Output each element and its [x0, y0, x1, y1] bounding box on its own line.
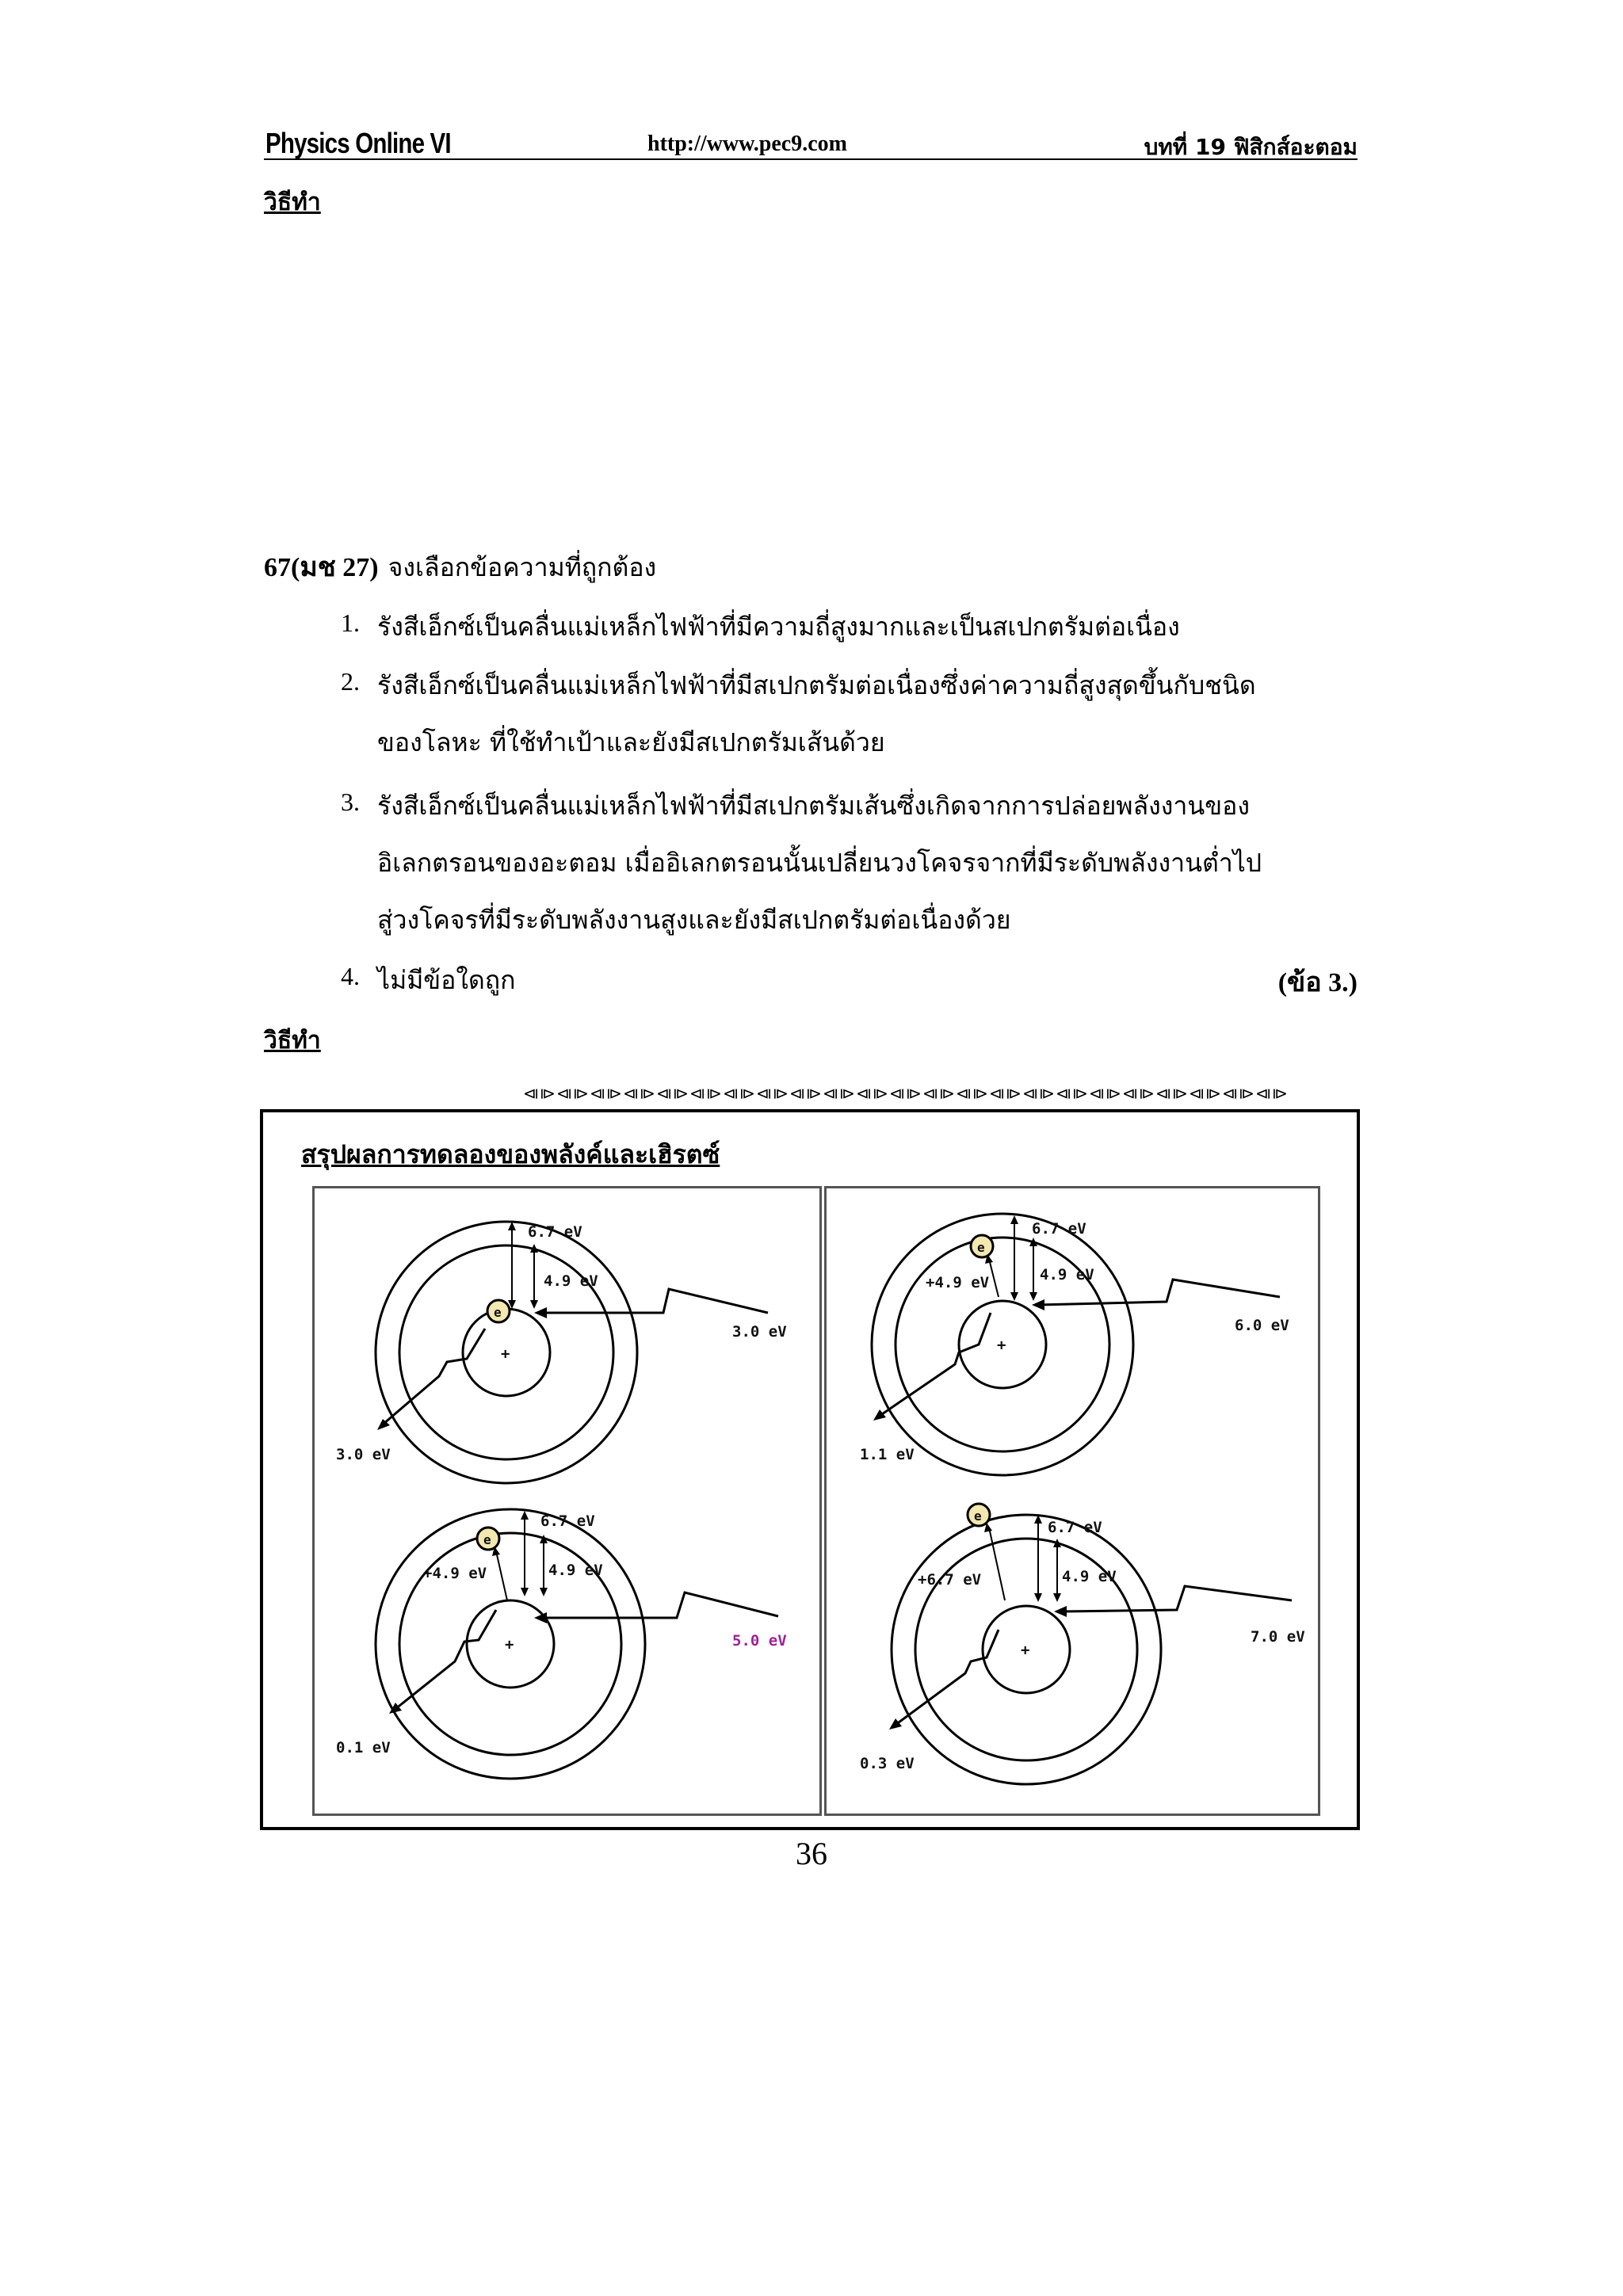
level-label-6-7: 6.7 eV: [1032, 1220, 1086, 1238]
ornament-divider: ⧏⧐⧏⧐⧏⧐⧏⧐⧏⧐⧏⧐⧏⧐⧏⧐⧏⧐⧏⧐⧏⧐⧏⧐⧏⧐⧏⧐⧏⧐⧏⧐⧏⧐⧏⧐⧏⧐⧏⧐⧏⧐⧏⧐⧏⧐: [523, 1084, 1289, 1103]
nucleus-sign: +: [501, 1345, 510, 1363]
excitation-label: +6.7 eV: [918, 1571, 982, 1589]
outgoing-energy: 0.3 eV: [860, 1755, 915, 1772]
diagram-4: [824, 1499, 1320, 1816]
header-url: http://www.pec9.com: [647, 132, 847, 156]
method-label-2: วิธีทำ: [264, 1027, 321, 1055]
incident-energy: 7.0 eV: [1251, 1628, 1305, 1646]
excitation-label: +4.9 eV: [423, 1565, 487, 1582]
level-label-4-9: 4.9 eV: [1062, 1568, 1117, 1585]
option-1-line-1: รังสีเอ็กซ์เป็นคลื่นแม่เหล็กไฟฟ้าที่มีความถี่สูงมากและเป็นสเปกตรัมต่อเนื่อง: [377, 612, 1180, 642]
answer-label: (ข้อ 3.): [1277, 968, 1358, 997]
incident-energy: 5.0 eV: [732, 1632, 787, 1650]
option-3-number: 3.: [341, 788, 360, 816]
nucleus-sign: +: [1021, 1642, 1030, 1659]
nucleus-sign: +: [505, 1636, 514, 1653]
page-header: [264, 127, 1358, 160]
option-3-line-2: อิเลกตรอนของอะตอม เมื่ออิเลกตรอนนั้นเปลี่ยนวงโคจรจากที่มีระดับพลังงานต่ำไป: [377, 848, 1262, 878]
option-4-line-1: ไม่มีข้อใดถูก: [377, 965, 516, 995]
method-label-1: วิธีทำ: [264, 189, 321, 216]
option-2-line-1: รังสีเอ็กซ์เป็นคลื่นแม่เหล็กไฟฟ้าที่มีสเปกตรัมต่อเนื่องซึ่งค่าความถี่สูงสุดขึ้นกับชนิด: [377, 670, 1256, 700]
level-label-6-7: 6.7 eV: [1048, 1519, 1102, 1536]
option-4-number: 4.: [341, 962, 360, 990]
electron-symbol: e: [974, 1508, 982, 1524]
option-2-line-2: ของโลหะ ที่ใช้ทำเป้าและยังมีสเปกตรัมเส้นด้วย: [377, 727, 885, 757]
diagram-2: [824, 1186, 1320, 1499]
option-1-number: 1.: [341, 608, 360, 637]
header-book-title: Physics Online VI: [265, 127, 451, 159]
electron-symbol: e: [494, 1305, 502, 1320]
outgoing-energy: 0.1 eV: [336, 1739, 391, 1756]
excitation-label: +4.9 eV: [926, 1274, 990, 1291]
summary-title: สรุปผลการทดลองของพลังค์และเฮิรตซ์: [301, 1139, 720, 1169]
diagram-1: [312, 1186, 822, 1499]
outgoing-energy: 3.0 eV: [336, 1446, 391, 1463]
incident-energy: 6.0 eV: [1235, 1317, 1289, 1334]
page-number: 36: [796, 1836, 827, 1871]
outgoing-energy: 1.1 eV: [860, 1446, 915, 1463]
level-label-6-7: 6.7 eV: [540, 1512, 595, 1530]
level-label-4-9: 4.9 eV: [1040, 1266, 1094, 1283]
level-label-4-9: 4.9 eV: [544, 1272, 598, 1290]
electron-symbol: e: [977, 1240, 985, 1255]
incident-energy: 3.0 eV: [732, 1323, 787, 1341]
nucleus-sign: +: [997, 1337, 1006, 1354]
level-label-4-9: 4.9 eV: [548, 1562, 603, 1579]
option-3-line-3: สู่วงโคจรที่มีระดับพลังงานสูงและยังมีสเปกตรัมต่อเนื่องด้วย: [377, 905, 1011, 935]
option-2-number: 2.: [341, 667, 360, 696]
question-text: จงเลือกข้อความที่ถูกต้อง: [388, 552, 657, 582]
question-number: 67(มช 27): [264, 553, 379, 582]
header-chapter: บทที่ 19 ฟิสิกส์อะตอม: [1144, 134, 1358, 160]
electron-symbol: e: [483, 1532, 491, 1547]
question-heading: [264, 545, 656, 588]
diagram-3: [312, 1499, 822, 1816]
level-label-6-7: 6.7 eV: [528, 1223, 582, 1241]
option-3-line-1: รังสีเอ็กซ์เป็นคลื่นแม่เหล็กไฟฟ้าที่มีสเปกตรัมเส้นซึ่งเกิดจากการปล่อยพลังงานของ: [377, 791, 1250, 821]
